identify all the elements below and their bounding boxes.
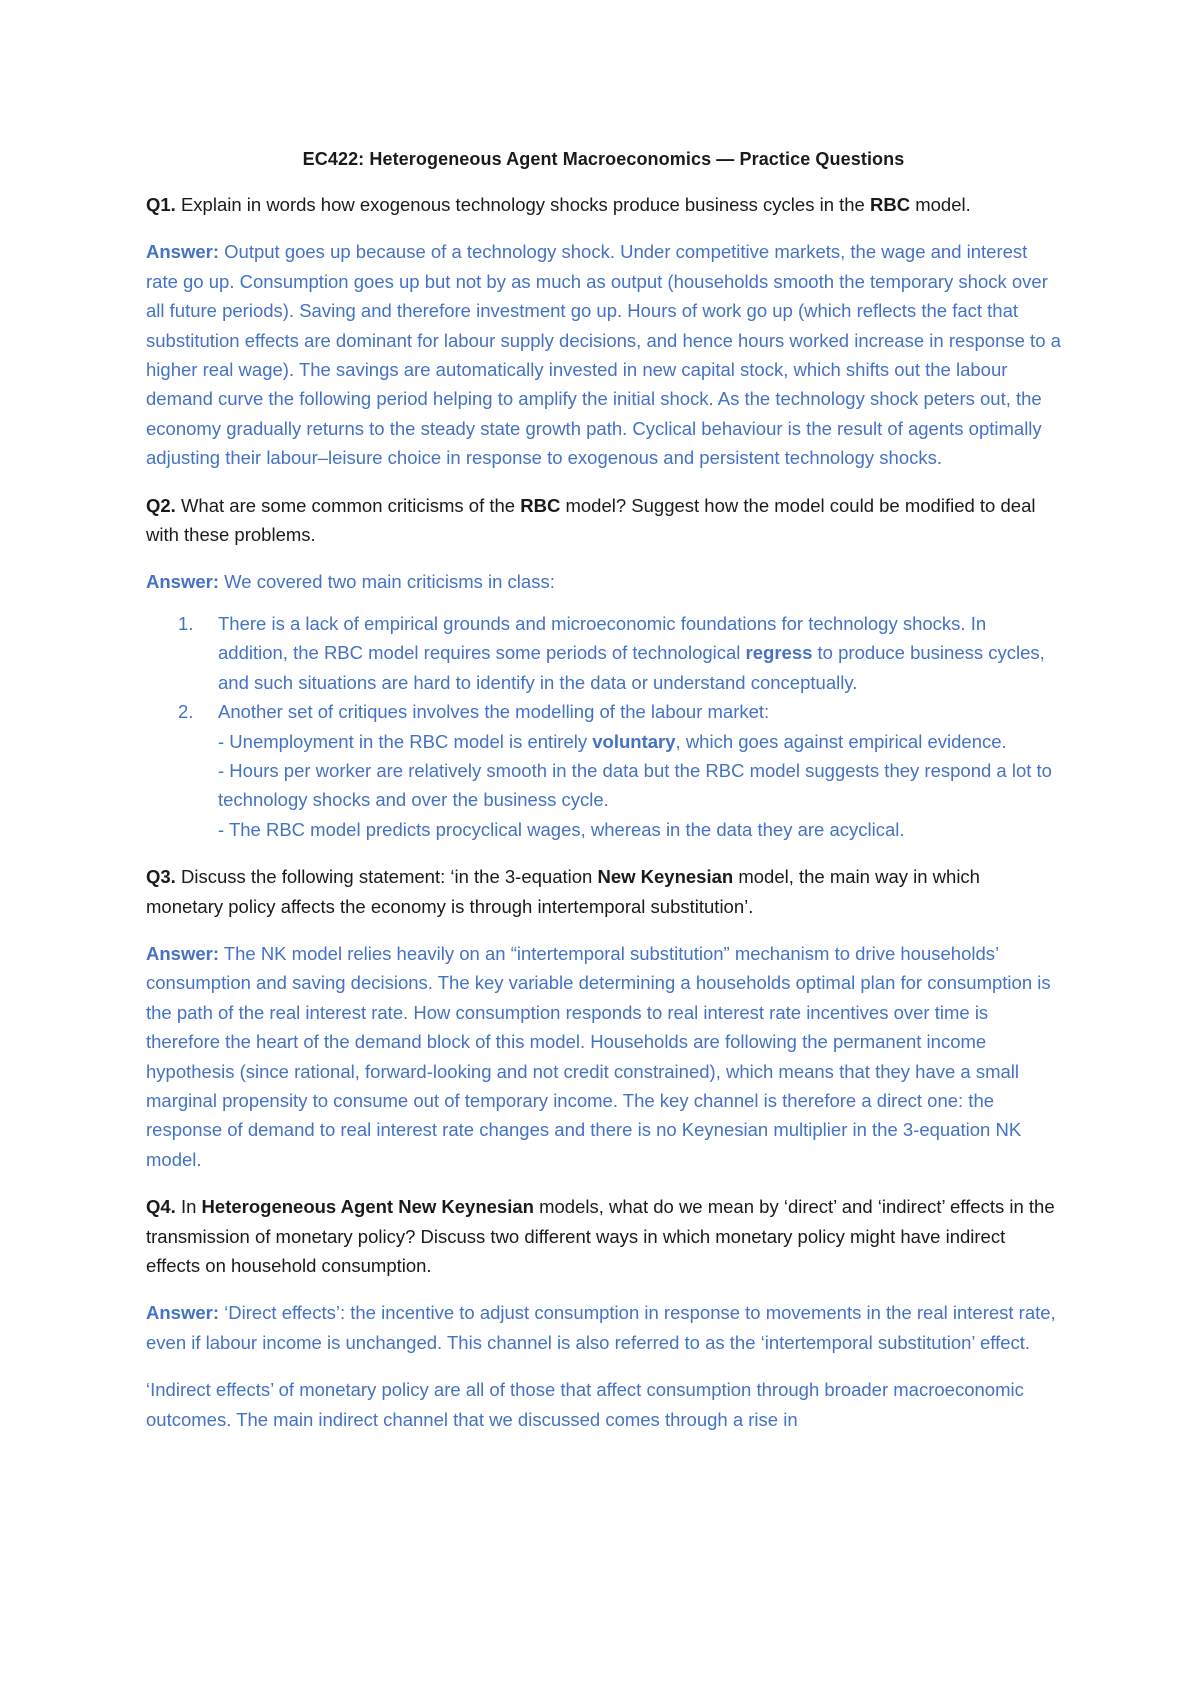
question-2-bold: RBC	[520, 494, 561, 516]
list-subitem-2: - Hours per worker are relatively smooth in the data but the RBC model suggests they respond a lot to technology shocks and over the business cycle.	[218, 759, 1052, 811]
list-item	[146, 697, 1061, 844]
question-3-label: Q3.	[146, 866, 176, 888]
answer-3-text: The NK model relies heavily on an “intertemporal substitution” mechanism to drive households’ consumption and saving decisions. The key variable determining a households optimal plan for consumption is the path of the real interest rate. How consumption responds to real interest rate incentives over time is therefore the heart of the demand block of this model. Households are following the permanent income hypothesis (since rational, forward-looking and not credit constrained), which means that they have a small marginal propensity to consume out of temporary income. The key channel is therefore a direct one: the response of demand to real interest rate changes and there is no Keynesian multiplier in the 3-equation NK model.	[146, 942, 1051, 1170]
list-subitem-1-text-a: - Unemployment in the RBC model is entirely	[218, 730, 593, 752]
question-2-text-a: What are some common criticisms of the	[175, 494, 521, 516]
question-1-text-b: model.	[910, 194, 971, 215]
list-item-text: Another set of critiques involves the modelling of the labour market:	[218, 701, 770, 723]
answer-4-label: Answer:	[146, 1302, 219, 1324]
answer-1-label: Answer:	[146, 241, 219, 263]
question-3-text-a: Discuss the following statement: ‘in the 3-equation	[175, 866, 598, 888]
question-2-label: Q2.	[146, 494, 176, 516]
list-item-bold: regress	[745, 642, 813, 664]
answer-1-text: Output goes up because of a technology shock. Under competitive markets, the wage and interest rate go up. Consumption goes up but not by as much as output (households smooth the temporary shock over all future periods). Saving and therefore investment go up. Hours of work go up (which reflects the fact that substitution effects are dominant for labour supply decisions, and hence hours worked increase in response to a higher real wage). The savings are automatically invested in new capital stock, which shifts out the labour demand curve the following period helping to amplify the initial shock. As the technology shock peters out, the economy gradually returns to the steady state growth path. Cyclical behaviour is the result of agents optimally adjusting their labour–leisure choice in response to exogenous and persistent technology shocks.	[146, 241, 1061, 469]
answer-3-label: Answer:	[146, 942, 219, 964]
question-3-bold: New Keynesian	[597, 866, 734, 888]
question-1-label: Q1.	[146, 194, 176, 215]
list-subitem-3: - The RBC model predicts procyclical wages, whereas in the data they are acyclical.	[218, 818, 905, 840]
answer-4-text: ‘Direct effects’: the incentive to adjust consumption in response to movements in the real interest rate, even if labour income is unchanged. This channel is also referred to as the ‘intertemporal substitution’ effect.	[146, 1302, 1056, 1353]
list-item	[146, 609, 1061, 697]
question-1	[146, 190, 1061, 219]
list-subitem-1	[218, 727, 1061, 756]
answer-3	[146, 939, 1061, 1174]
list-item-text-b: to produce business cycles, and such situations are hard to identify in the data or understand conceptually.	[218, 642, 1045, 693]
question-3-text-b: model, the main way in which monetary policy affects the economy is through intertemporal substitution’.	[146, 866, 980, 917]
list-item-text-a: There is a lack of empirical grounds and microeconomic foundations for technology shocks. In addition, the RBC model requires some periods of technological	[218, 612, 987, 664]
list-subitem-1-bold: voluntary	[592, 730, 676, 752]
question-4	[146, 1192, 1061, 1280]
question-4-label: Q4.	[146, 1196, 176, 1218]
question-2-text-b: model? Suggest how the model could be modified to deal with these problems.	[146, 494, 1036, 546]
answer-4-paragraph-2: ‘Indirect effects’ of monetary policy are all of those that affect consumption through broader macroeconomic outcomes. The main indirect channel that we discussed comes through a rise in	[146, 1379, 1024, 1430]
question-1-text-a: Explain in words how exogenous technology shocks produce business cycles in the	[175, 194, 870, 215]
question-1-bold: RBC	[869, 194, 911, 215]
list-item-number: 1.	[178, 612, 194, 634]
answer-2-intro-text: We covered two main criticisms in class:	[219, 571, 555, 593]
answer-1	[146, 237, 1061, 472]
document-body	[146, 146, 1061, 1452]
question-4-text-b: models, what do we mean by ‘direct’ and ‘indirect’ effects in the transmission of monetary policy? Discuss two different ways in which monetary policy might have indirect effects on household consumption.	[146, 1196, 1055, 1276]
question-4-text-a: In	[175, 1196, 202, 1218]
question-2	[146, 491, 1061, 550]
page-title: EC422: Heterogeneous Agent Macroeconomics — Practice Questions	[302, 149, 905, 169]
answer-2-intro	[146, 567, 1061, 596]
question-4-bold: Heterogeneous Agent New Keynesian	[201, 1196, 534, 1218]
list-subitem-1-text-b: , which goes against empirical evidence.	[675, 730, 1007, 752]
list-item-number: 2.	[178, 701, 194, 723]
question-3	[146, 862, 1061, 921]
criticism-list	[146, 609, 1061, 844]
answer-2-label: Answer:	[146, 571, 219, 593]
answer-4	[146, 1298, 1061, 1357]
